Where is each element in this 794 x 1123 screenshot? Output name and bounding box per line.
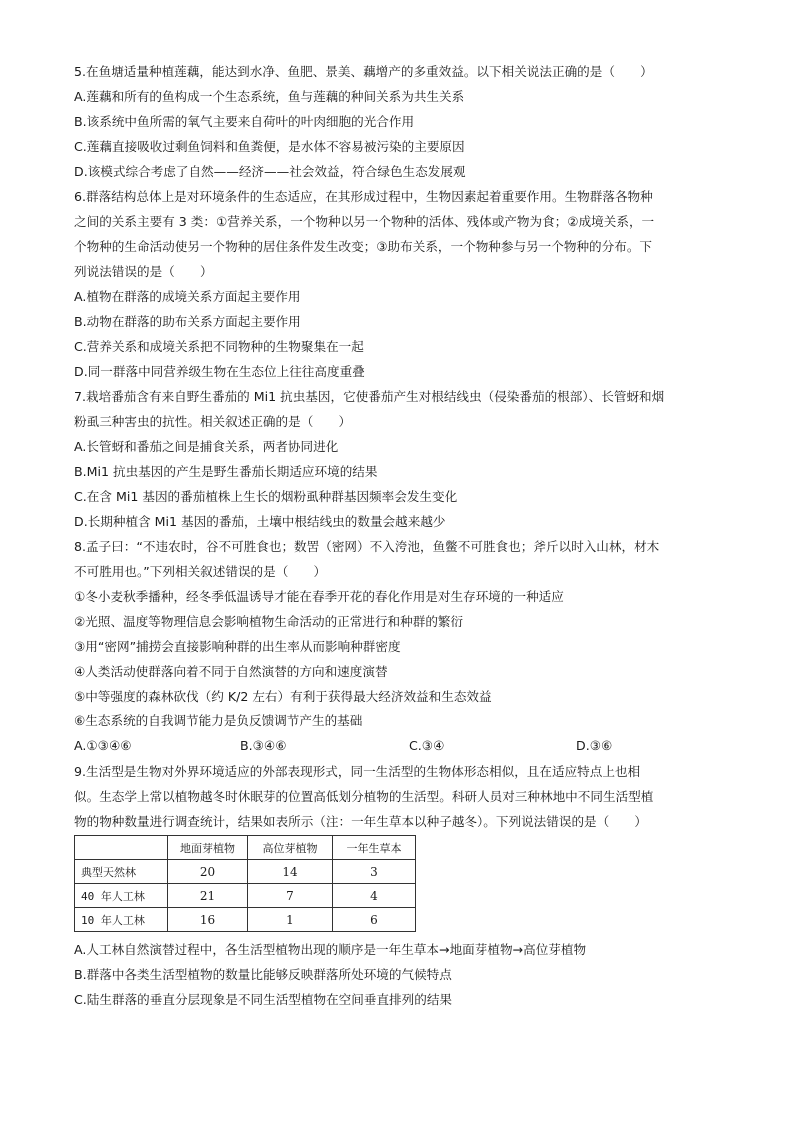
q8-option-d: D.③⑥ bbox=[576, 738, 613, 753]
table-row bbox=[75, 860, 416, 884]
table-header-cell: 高位芽植物 bbox=[248, 836, 333, 860]
q5-option-a: A.莲藕和所有的鱼构成一个生态系统，鱼与莲藕的种间关系为共生关系 bbox=[74, 89, 465, 104]
q8-statement: ③用“密网”捕捞会直接影响种群的出生率从而影响种群密度 bbox=[74, 639, 401, 654]
table-cell: 21 bbox=[168, 884, 248, 908]
table-header-cell: 地面芽植物 bbox=[168, 836, 248, 860]
q7-stem-line: 7.栽培番茄含有来自野生番茄的 Mi1 抗虫基因，它使番茄产生对根结线虫（侵染番茄的根部）、长管蚜和烟 bbox=[74, 389, 665, 404]
table-header-cell bbox=[75, 836, 168, 860]
q9-option-a: A.人工林自然演替过程中，各生活型植物出现的顺序是一年生草本→地面芽植物→高位芽植物 bbox=[74, 942, 587, 957]
q8-option-b: B.③④⑥ bbox=[240, 738, 287, 753]
q8-statement: ⑤中等强度的森林砍伐（约 K/2 左右）有利于获得最大经济效益和生态效益 bbox=[74, 689, 492, 704]
q5-option-d: D.该模式综合考虑了自然——经济——社会效益，符合绿色生态发展观 bbox=[74, 164, 466, 179]
table-cell: 1 bbox=[248, 908, 333, 932]
q6-option-a: A.植物在群落的成境关系方面起主要作用 bbox=[74, 289, 301, 304]
q9-option-c: C.陆生群落的垂直分层现象是不同生活型植物在空间垂直排列的结果 bbox=[74, 992, 453, 1007]
table-header-cell: 一年生草本 bbox=[333, 836, 416, 860]
q7-stem-line: 粉虱三种害虫的抗性。相关叙述正确的是（ ） bbox=[74, 414, 352, 429]
table-cell: 14 bbox=[248, 860, 333, 884]
table-row bbox=[75, 908, 416, 932]
q8-stem-line: 不可胜用也。”下列相关叙述错误的是（ ） bbox=[74, 564, 327, 579]
q6-stem-line: 个物种的生命活动使另一个物种的居住条件发生改变；③助布关系，一个物种参与另一个物种的分布。下 bbox=[74, 239, 653, 254]
table-cell: 7 bbox=[248, 884, 333, 908]
table-cell: 20 bbox=[168, 860, 248, 884]
life-form-table bbox=[74, 835, 416, 932]
q5-option-c: C.莲藕直接吸收过剩鱼饲料和鱼粪便，是水体不容易被污染的主要原因 bbox=[74, 139, 465, 154]
q8-statement: ②光照、温度等物理信息会影响植物生命活动的正常进行和种群的繁衍 bbox=[74, 614, 464, 629]
q8-statement: ①冬小麦秋季播种，经冬季低温诱导才能在春季开花的春化作用是对生存环境的一种适应 bbox=[74, 589, 564, 604]
q6-option-b: B.动物在群落的助布关系方面起主要作用 bbox=[74, 314, 301, 329]
q8-option-c: C.③④ bbox=[409, 738, 445, 753]
q6-stem-line: 之间的关系主要有 3 类：①营养关系，一个物种以另一个物种的活体、残体或产物为食；②成境关系，一 bbox=[74, 214, 655, 229]
q8-option-a: A.①③④⑥ bbox=[74, 738, 132, 753]
q6-stem-line: 6.群落结构总体上是对环境条件的生态适应，在其形成过程中，生物因素起着重要作用。生物群落各物种 bbox=[74, 189, 653, 204]
table-header-row bbox=[75, 836, 416, 860]
q5-stem: 5.在鱼塘适量种植莲藕，能达到水净、鱼肥、景美、藕增产的多重效益。以下相关说法正确的是（ ） bbox=[74, 64, 653, 79]
table-cell: 16 bbox=[168, 908, 248, 932]
q8-stem-line: 8.孟子曰：“不违农时，谷不可胜食也；数罟（密网）不入洿池，鱼鳖不可胜食也；斧斤以时入山林，材木 bbox=[74, 539, 660, 554]
table-row-label: 10 年人工林 bbox=[75, 908, 168, 932]
q7-option-a: A.长管蚜和番茄之间是捕食关系，两者协同进化 bbox=[74, 439, 339, 454]
q8-options bbox=[74, 738, 734, 754]
table-cell: 4 bbox=[333, 884, 416, 908]
table-row-label: 40 年人工林 bbox=[75, 884, 168, 908]
table-cell: 6 bbox=[333, 908, 416, 932]
q7-option-b: B.Mi1 抗虫基因的产生是野生番茄长期适应环境的结果 bbox=[74, 464, 378, 479]
q7-option-d: D.长期种植含 Mi1 基因的番茄，土壤中根结线虫的数量会越来越少 bbox=[74, 514, 446, 529]
q7-option-c: C.在含 Mi1 基因的番茄植株上生长的烟粉虱种群基因频率会发生变化 bbox=[74, 489, 458, 504]
q8-statement: ⑥生态系统的自我调节能力是负反馈调节产生的基础 bbox=[74, 713, 363, 728]
table-row bbox=[75, 884, 416, 908]
q9-stem-line: 似。生态学上常以植物越冬时休眠芽的位置高低划分植物的生活型。科研人员对三种林地中不同生活型植 bbox=[74, 789, 654, 804]
table-cell: 3 bbox=[333, 860, 416, 884]
q9-stem-line: 物的物种数量进行调查统计，结果如表所示（注：一年生草本以种子越冬）。下列说法错误的是（ ） bbox=[74, 814, 648, 829]
table-row-label: 典型天然林 bbox=[75, 860, 168, 884]
q5-option-b: B.该系统中鱼所需的氧气主要来自荷叶的叶肉细胞的光合作用 bbox=[74, 114, 415, 129]
q9-option-b: B.群落中各类生活型植物的数量比能够反映群落所处环境的气候特点 bbox=[74, 967, 452, 982]
q6-stem-line: 列说法错误的是（ ） bbox=[74, 264, 213, 279]
q6-option-c: C.营养关系和成境关系把不同物种的生物聚集在一起 bbox=[74, 339, 364, 354]
q6-option-d: D.同一群落中同营养级生物在生态位上往往高度重叠 bbox=[74, 364, 365, 379]
q9-stem-line: 9.生活型是生物对外界环境适应的外部表现形式，同一生活型的生物体形态相似，且在适应特点上也相 bbox=[74, 764, 641, 779]
q8-statement: ④人类活动使群落向着不同于自然演替的方向和速度演替 bbox=[74, 664, 388, 679]
